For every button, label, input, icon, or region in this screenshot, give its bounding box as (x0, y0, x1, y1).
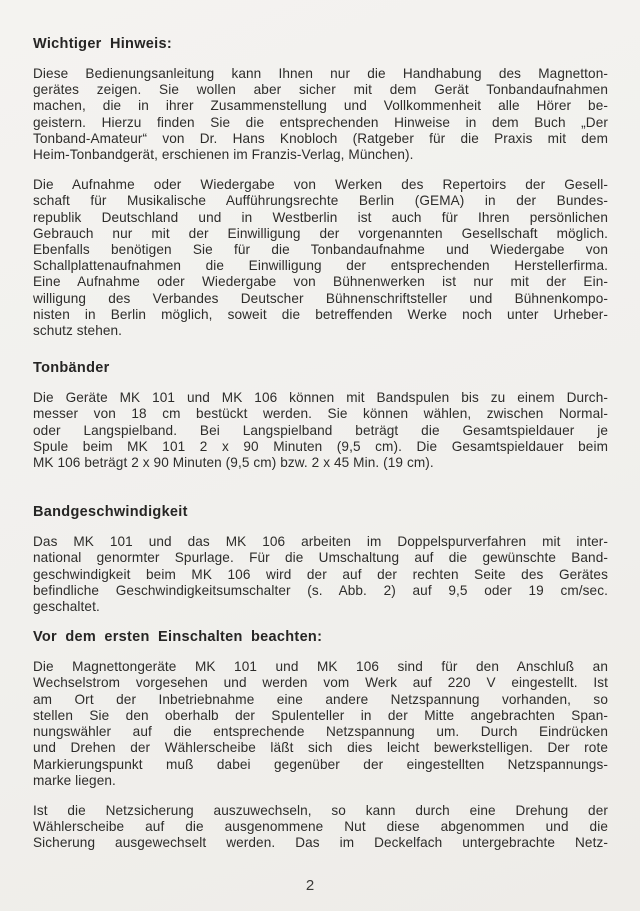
text-line: Spule beim MK 101 2 x 90 Minuten (9,5 cm). Die Gesamtspieldauer beim (33, 438, 608, 454)
text-line: Diese Bedienungsanleitung kann Ihnen nur die Handhabung des Magnetton- (33, 66, 608, 81)
section (33, 360, 608, 471)
text-line: Die Geräte MK 101 und MK 106 können mit Bandspulen bis zu einem Durch- (33, 390, 608, 406)
section (33, 504, 608, 615)
text-line: am Ort der Inbetriebnahme eine andere Netzspannung vorhanden, so (33, 691, 608, 707)
text-line: Heim-Tonbandgerät, erschienen im Franzis-Verlag, München). (33, 147, 414, 163)
text-line: geistern. Hierzu finden Sie die entsprechenden Hinweise in dem Buch „Der (33, 114, 608, 130)
text-line: Die Aufnahme oder Wiedergabe von Werken des Repertoirs der Gesell- (33, 177, 608, 193)
paragraph (33, 66, 608, 163)
paragraph (33, 659, 608, 789)
section-heading: Tonbänder (33, 360, 110, 377)
text-line: befindliche Geschwindigkeitsumschalter (s. Abb. 2) auf 9,5 oder 19 cm/sec. (33, 582, 608, 598)
text-line: nisten in Berlin möglich, soweit die betreffenden Werke noch unter Urheber- (33, 306, 608, 322)
paragraph (33, 534, 608, 615)
paragraph (33, 177, 608, 339)
section-heading: Vor dem ersten Einschalten beachten: (33, 629, 323, 646)
section-heading: Bandgeschwindigkeit (33, 504, 188, 521)
page-content (33, 36, 608, 852)
text-line: geschwindigkeit beim MK 106 wird der auf der rechten Seite des Gerätes (33, 566, 608, 582)
text-line: oder Langspielband. Bei Langspielband beträgt die Gesamtspieldauer je (33, 422, 608, 438)
section-heading: Wichtiger Hinweis: (33, 36, 172, 52)
paragraph (33, 803, 608, 852)
text-line: und Drehen der Wählerscheibe läßt sich dies leicht bewerkstelligen. Der rote (33, 740, 608, 756)
text-line: national genormter Spurlage. Für die Umschaltung auf die gewünschte Band- (33, 550, 608, 566)
text-line: machen, die in ihrer Zusammenstellung und Vollkommenheit alle Hörer be- (33, 98, 608, 114)
text-line: Ist die Netzsicherung auszuwechseln, so kann durch eine Drehung der (33, 802, 608, 818)
text-line: marke liegen. (33, 772, 116, 788)
text-line: willigung des Verbandes Deutscher Bühnenschriftsteller und Bühnenkompo- (33, 290, 608, 306)
section (33, 629, 608, 851)
text-line: gerätes zeigen. Sie wollen aber sicher mit dem Gerät Tonbandaufnahmen (33, 82, 608, 98)
text-line: Markierungspunkt muß dabei gegenüber der eingestellten Netzspannungs- (33, 756, 608, 772)
text-line: Ebenfalls benötigen Sie für die Tonbandaufnahme und Wiedergabe von (33, 242, 608, 258)
text-line: geschaltet. (33, 599, 100, 615)
text-line: Sicherung ausgewechselt werden. Das im Deckelfach untergebrachte Netz- (33, 835, 608, 851)
text-line: Gebrauch nur mit der Einwilligung der vorgenannten Gesellschaft möglich. (33, 225, 608, 241)
section (33, 36, 608, 339)
text-line: Das MK 101 und das MK 106 arbeiten im Doppelspurverfahren mit inter- (33, 534, 608, 550)
text-line: Eine Aufnahme oder Wiedergabe von Bühnenwerken ist nur mit der Ein- (33, 274, 608, 290)
text-line: Tonband-Amateur“ von Dr. Hans Knobloch (Ratgeber für die Praxis mit dem (33, 130, 608, 146)
page-number: 2 (305, 877, 315, 894)
text-line: stellen Sie den oberhalb der Spulenteller in der Mitte angebrachten Span- (33, 707, 608, 723)
text-line: MK 106 beträgt 2 x 90 Minuten (9,5 cm) bzw. 2 x 45 Min. (19 cm). (33, 455, 434, 471)
text-line: schaft für Musikalische Aufführungsrechte Berlin (GEMA) in der Bundes- (33, 193, 608, 209)
paragraph (33, 390, 608, 471)
text-line: Wählerscheibe auf die ausgenommene Nut diese abgenommen und die (33, 819, 608, 835)
text-line: schutz stehen. (33, 323, 123, 339)
text-line: messer von 18 cm bestückt werden. Sie können wählen, zwischen Normal- (33, 406, 608, 422)
text-line: republik Deutschland und in Westberlin ist auch für Ihren persönlichen (33, 209, 608, 225)
text-line: nungswähler auf die entsprechende Netzspannung um. Durch Eindrücken (33, 724, 608, 740)
text-line: Die Magnettongeräte MK 101 und MK 106 sind für den Anschluß an (33, 659, 608, 675)
text-line: Schallplattenaufnahmen die Einwilligung der entsprechenden Herstellerfirma. (33, 258, 608, 274)
text-line: Wechselstrom vorgesehen und werden vom Werk auf 220 V eingestellt. Ist (33, 675, 608, 691)
